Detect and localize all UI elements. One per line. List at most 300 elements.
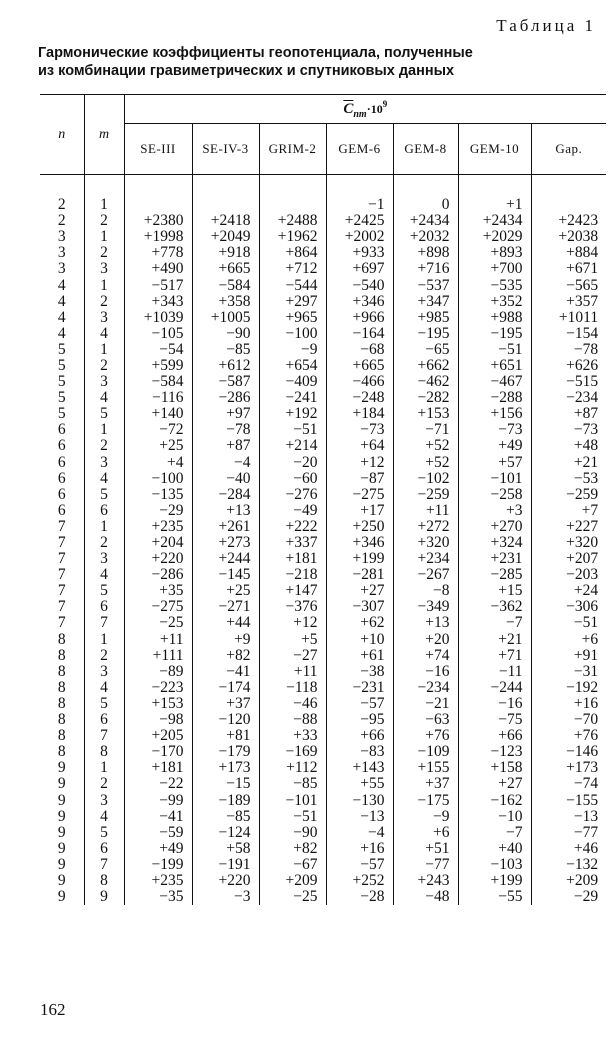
cell-value: −41 (124, 809, 192, 825)
cell-value: +273 (192, 535, 259, 551)
cell-value: −118 (259, 680, 326, 696)
cell-value: +16 (531, 696, 606, 712)
cell-value: −20 (259, 455, 326, 471)
cell-value: +343 (124, 294, 192, 310)
cell-value: +898 (393, 245, 458, 261)
cell-value: +11 (259, 664, 326, 680)
cell-value: +1039 (124, 310, 192, 326)
cell-value: +214 (259, 438, 326, 454)
cell-value: −40 (192, 471, 259, 487)
cell-value: +155 (393, 760, 458, 776)
cell-value: −87 (326, 471, 393, 487)
cell-value: +2434 (458, 213, 531, 229)
table-row (40, 583, 606, 599)
cell-value: +2423 (531, 213, 606, 229)
table-row (40, 294, 606, 310)
cell-value: −71 (393, 422, 458, 438)
col-header-gap: Gap. (531, 124, 606, 175)
cell-value: −85 (192, 342, 259, 358)
cell-value: −3 (192, 889, 259, 905)
cell-value: −535 (458, 277, 531, 293)
cell-value: +2434 (393, 213, 458, 229)
cell-value: +654 (259, 358, 326, 374)
cell-value: +965 (259, 310, 326, 326)
cell-value: +2038 (531, 229, 606, 245)
col-header-gem-10: GEM-10 (458, 124, 531, 175)
cell-value: −155 (531, 792, 606, 808)
cell-value: +10 (326, 632, 393, 648)
cell-value: +716 (393, 261, 458, 277)
cell-value: +62 (326, 615, 393, 631)
cell-value: +209 (259, 873, 326, 889)
cell-value: +651 (458, 358, 531, 374)
cell-value: +181 (259, 551, 326, 567)
cell-n: 9 (57, 855, 66, 873)
table-body (40, 175, 606, 906)
cell-value: −73 (531, 422, 606, 438)
cell-value: −49 (259, 503, 326, 519)
cell-value: −57 (326, 857, 393, 873)
cell-value: −100 (124, 471, 192, 487)
cell-value: +231 (458, 551, 531, 567)
cell-value: +143 (326, 760, 393, 776)
cell-value: +192 (259, 406, 326, 422)
coefficients-table-container (40, 94, 606, 905)
cell-value: −467 (458, 374, 531, 390)
cnm-symbol: $\overline{C}$ (343, 100, 354, 117)
cell-value: −51 (531, 615, 606, 631)
cell-n: 7 (57, 598, 66, 616)
cell-n: 7 (57, 517, 66, 535)
cell-value: −13 (326, 809, 393, 825)
cell-value: +352 (458, 294, 531, 310)
cell-value: −73 (326, 422, 393, 438)
table-row (40, 728, 606, 744)
cell-value: −376 (259, 599, 326, 615)
cell-n: 6 (57, 437, 66, 455)
cell-m: 6 (84, 712, 124, 728)
cell-value: +778 (124, 245, 192, 261)
cell-n: 9 (57, 807, 66, 825)
cell-value: −288 (458, 390, 531, 406)
table-row (40, 245, 606, 261)
cell-value: −73 (458, 422, 531, 438)
cell-m: 4 (84, 390, 124, 406)
cell-value: +320 (393, 535, 458, 551)
table-row (40, 326, 606, 342)
cell-value: −51 (458, 342, 531, 358)
cell-m: 7 (84, 857, 124, 873)
cell-m: 3 (84, 455, 124, 471)
cell-value: −587 (192, 374, 259, 390)
table-row (40, 889, 606, 905)
cell-value: −195 (458, 326, 531, 342)
cell-value: +66 (326, 728, 393, 744)
cell-value: −88 (259, 712, 326, 728)
cell-value: +35 (124, 583, 192, 599)
cell-value: −63 (393, 712, 458, 728)
cell-value: −65 (393, 342, 458, 358)
cell-m: 1 (84, 342, 124, 358)
cell-value: −179 (192, 744, 259, 760)
cell-value: +27 (458, 776, 531, 792)
cell-value: −95 (326, 712, 393, 728)
cell-value: −85 (259, 776, 326, 792)
cell-value: −195 (393, 326, 458, 342)
cell-value: −203 (531, 567, 606, 583)
cell-value: +612 (192, 358, 259, 374)
cell-value: +173 (192, 760, 259, 776)
cell-m: 2 (84, 438, 124, 454)
cell-value: +346 (326, 294, 393, 310)
cell-value: −275 (124, 599, 192, 615)
table-row (40, 390, 606, 406)
cell-value: −22 (124, 776, 192, 792)
cnm-subscript: nm (353, 108, 367, 120)
cell-value: +27 (326, 583, 393, 599)
cell-value: +40 (458, 841, 531, 857)
cell-value: −584 (124, 374, 192, 390)
cell-n: 7 (57, 566, 66, 584)
cell-value: +112 (259, 760, 326, 776)
table-row (40, 535, 606, 551)
cell-m: 3 (84, 664, 124, 680)
cell-value: +665 (326, 358, 393, 374)
cell-value: +76 (531, 728, 606, 744)
cell-value: +4 (124, 455, 192, 471)
cell-value: +33 (259, 728, 326, 744)
table-row (40, 841, 606, 857)
table-row (40, 342, 606, 358)
cell-n: 9 (57, 759, 66, 777)
cell-m: 1 (84, 519, 124, 535)
cell-value: +52 (393, 455, 458, 471)
cell-m: 5 (84, 583, 124, 599)
cell-value: −25 (124, 615, 192, 631)
table-row (40, 680, 606, 696)
cell-value: +712 (259, 261, 326, 277)
cell-value: −537 (393, 277, 458, 293)
cell-value: +490 (124, 261, 192, 277)
cell-value: +48 (531, 438, 606, 454)
cell-value: +227 (531, 519, 606, 535)
cell-value: +76 (393, 728, 458, 744)
cell-m: 4 (84, 326, 124, 342)
cell-value: −109 (393, 744, 458, 760)
col-header-se-iv-3: SE-IV-3 (192, 124, 259, 175)
cell-value: −306 (531, 599, 606, 615)
cell-value: +358 (192, 294, 259, 310)
cell-value: +966 (326, 310, 393, 326)
cell-n: 8 (57, 678, 66, 696)
cell-value: +199 (458, 873, 531, 889)
cell-value: +884 (531, 245, 606, 261)
cell-value: +9 (192, 632, 259, 648)
cell-value: +626 (531, 358, 606, 374)
table-row (40, 374, 606, 390)
col-header-grim-2: GRIM-2 (259, 124, 326, 175)
cell-value: −67 (259, 857, 326, 873)
cell-n: 6 (57, 469, 66, 487)
table-row (40, 792, 606, 808)
cell-value: −271 (192, 599, 259, 615)
table-row (40, 261, 606, 277)
cell-value: +2029 (458, 229, 531, 245)
cnm-factor: ·10 (366, 101, 383, 116)
cell-value: −74 (531, 776, 606, 792)
cell-m: 6 (84, 599, 124, 615)
table-row (40, 615, 606, 631)
cell-value: −90 (259, 825, 326, 841)
cnm-exponent: 9 (382, 98, 388, 109)
cell-value: −231 (326, 680, 393, 696)
cell-m: 3 (84, 551, 124, 567)
cell-value: −51 (259, 422, 326, 438)
cell-m: 1 (84, 632, 124, 648)
cell-value: −83 (326, 744, 393, 760)
cell-value: −218 (259, 567, 326, 583)
cell-value: +11 (393, 503, 458, 519)
cell-value: −28 (326, 889, 393, 905)
cell-value: +2380 (124, 213, 192, 229)
cell-value: −162 (458, 792, 531, 808)
table-row (40, 310, 606, 326)
cell-m: 2 (84, 294, 124, 310)
cell-value: +346 (326, 535, 393, 551)
cell-value: +66 (458, 728, 531, 744)
cell-n: 8 (57, 743, 66, 761)
cell-value: −46 (259, 696, 326, 712)
cell-n: 4 (57, 292, 66, 310)
cell-m: 3 (84, 261, 124, 277)
cell-value: +51 (393, 841, 458, 857)
title-line-2: из комбинации гравиметрических и спутниковых данных (38, 63, 455, 79)
cell-value: −123 (458, 744, 531, 760)
cell-value: +204 (124, 535, 192, 551)
cell-value: −286 (124, 567, 192, 583)
cell-value: 0 (393, 197, 458, 213)
table-row (40, 567, 606, 583)
cell-value: −189 (192, 792, 259, 808)
cell-value: −85 (192, 809, 259, 825)
cell-value: +665 (192, 261, 259, 277)
cell-value: +81 (192, 728, 259, 744)
cell-value: −29 (531, 889, 606, 905)
cell-value: −55 (458, 889, 531, 905)
table-row (40, 487, 606, 503)
cell-value: −1 (326, 197, 393, 213)
table-row (40, 471, 606, 487)
cell-n: 9 (57, 871, 66, 889)
cell-value: +243 (393, 873, 458, 889)
table-label: Таблица 1 (496, 16, 596, 35)
cell-n: 9 (57, 791, 66, 809)
cell-value: +21 (531, 455, 606, 471)
cell-value: −244 (458, 680, 531, 696)
cell-value: +2032 (393, 229, 458, 245)
cell-m: 5 (84, 487, 124, 503)
cell-value: −13 (531, 809, 606, 825)
cell-value: −4 (192, 455, 259, 471)
cell-value: −135 (124, 487, 192, 503)
cell-value: −132 (531, 857, 606, 873)
cell-value: +12 (259, 615, 326, 631)
cell-value: −259 (393, 487, 458, 503)
cell-value: −259 (531, 487, 606, 503)
cell-n: 8 (57, 646, 66, 664)
cell-value: +11 (124, 632, 192, 648)
cell-value: −515 (531, 374, 606, 390)
cell-n: 9 (57, 775, 66, 793)
cell-value: +337 (259, 535, 326, 551)
cell-value: −57 (326, 696, 393, 712)
cell-value: +13 (393, 615, 458, 631)
cell-n: 9 (57, 839, 66, 857)
cell-value: +220 (124, 551, 192, 567)
cell-value: −409 (259, 374, 326, 390)
cell-value: +87 (192, 438, 259, 454)
table-row (40, 503, 606, 519)
cell-value: +2488 (259, 213, 326, 229)
cell-value: −164 (326, 326, 393, 342)
cell-value: −16 (458, 696, 531, 712)
cell-value: −7 (458, 615, 531, 631)
table-row (40, 760, 606, 776)
cell-n: 4 (57, 324, 66, 342)
table-row (40, 696, 606, 712)
cell-m: 4 (84, 471, 124, 487)
cell-value: +3 (458, 503, 531, 519)
cell-value: −285 (458, 567, 531, 583)
header-cnm (124, 95, 606, 124)
cell-value: −286 (192, 390, 259, 406)
cell-value: −38 (326, 664, 393, 680)
cell-value: −77 (393, 857, 458, 873)
cell-value: +87 (531, 406, 606, 422)
cell-value: +156 (458, 406, 531, 422)
cell-value: +57 (458, 455, 531, 471)
cell-value: +199 (326, 551, 393, 567)
cell-n: 5 (57, 373, 66, 391)
cell-m: 6 (84, 841, 124, 857)
cell-value: −462 (393, 374, 458, 390)
table-row (40, 213, 606, 229)
cell-value: +893 (458, 245, 531, 261)
cell-n: 8 (57, 662, 66, 680)
cell-m: 2 (84, 776, 124, 792)
cell-value: +44 (192, 615, 259, 631)
cell-n: 9 (57, 888, 66, 906)
cell-m: 2 (84, 245, 124, 261)
cell-n: 3 (57, 244, 66, 262)
cell-value (124, 197, 192, 213)
cell-value: −258 (458, 487, 531, 503)
cell-value: −120 (192, 712, 259, 728)
cell-value: +2002 (326, 229, 393, 245)
cell-value: −223 (124, 680, 192, 696)
cell-value: −103 (458, 857, 531, 873)
table-row (40, 229, 606, 245)
table-row (40, 551, 606, 567)
cell-value: +158 (458, 760, 531, 776)
cell-value: −77 (531, 825, 606, 841)
table-row (40, 599, 606, 615)
cell-n: 5 (57, 340, 66, 358)
cell-value: −4 (326, 825, 393, 841)
table-row (40, 406, 606, 422)
cell-value: +52 (393, 438, 458, 454)
cell-value: −35 (124, 889, 192, 905)
cell-value: −11 (458, 664, 531, 680)
cell-value: +24 (531, 583, 606, 599)
cell-value: −174 (192, 680, 259, 696)
table-row (40, 438, 606, 454)
col-header-se-iii: SE-III (124, 124, 192, 175)
cell-value: −48 (393, 889, 458, 905)
cell-n: 8 (57, 694, 66, 712)
cell-value: +1962 (259, 229, 326, 245)
cell-value: −101 (458, 471, 531, 487)
table-row (40, 277, 606, 293)
cell-value: +49 (124, 841, 192, 857)
cell-value: +235 (124, 519, 192, 535)
cell-n: 7 (57, 534, 66, 552)
cell-value: −25 (259, 889, 326, 905)
cell-value: −276 (259, 487, 326, 503)
cell-value: +153 (124, 696, 192, 712)
cell-value: −78 (531, 342, 606, 358)
cell-value: −154 (531, 326, 606, 342)
cell-m: 3 (84, 792, 124, 808)
table-row (40, 358, 606, 374)
cell-value: −16 (393, 664, 458, 680)
cell-m: 5 (84, 696, 124, 712)
cell-value: −29 (124, 503, 192, 519)
cell-n: 8 (57, 630, 66, 648)
cell-value: +15 (458, 583, 531, 599)
cell-value: −41 (192, 664, 259, 680)
cell-m: 2 (84, 535, 124, 551)
cell-value: −281 (326, 567, 393, 583)
cell-value (259, 197, 326, 213)
cell-value: +7 (531, 503, 606, 519)
table-title (38, 44, 578, 80)
cell-value: +988 (458, 310, 531, 326)
cell-value: +864 (259, 245, 326, 261)
cell-value: +599 (124, 358, 192, 374)
cell-value: +662 (393, 358, 458, 374)
cell-value: −100 (259, 326, 326, 342)
cell-value: +13 (192, 503, 259, 519)
cell-value: +91 (531, 648, 606, 664)
cell-value: +1011 (531, 310, 606, 326)
cell-value: −75 (458, 712, 531, 728)
cell-value: +21 (458, 632, 531, 648)
cell-value: +933 (326, 245, 393, 261)
cell-value: −145 (192, 567, 259, 583)
cell-value: +207 (531, 551, 606, 567)
cell-n: 7 (57, 614, 66, 632)
cell-n: 3 (57, 228, 66, 246)
cell-n: 4 (57, 276, 66, 294)
cell-value: +2425 (326, 213, 393, 229)
cell-value: +1 (458, 197, 531, 213)
cell-n: 4 (57, 308, 66, 326)
cell-value: +25 (124, 438, 192, 454)
cell-m: 3 (84, 310, 124, 326)
cell-value: −51 (259, 809, 326, 825)
cell-m: 5 (84, 825, 124, 841)
